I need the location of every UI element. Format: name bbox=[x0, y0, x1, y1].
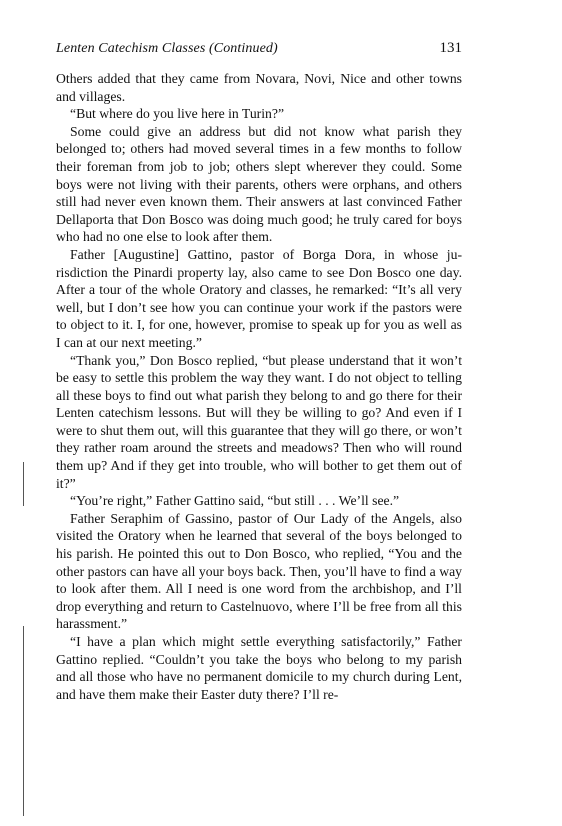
paragraph: “You’re right,” Father Gattino said, “but still . . . We’ll see.” bbox=[70, 493, 400, 509]
paragraph: Father Seraphim of Gassino, pastor of Our Lady of the Angels, also visited the Oratory when he learned that several of the boys belonged to his parish. He pointed this out to Don Bosco, who replied, “You and the other pastors can have all your boys back. Then, you’ll have to find a way to look after them. All I need is one word from the archbishop, and I’ll drop everything and return to Castelnuovo, where I’ll be free from all this harassment.” bbox=[56, 510, 462, 632]
paragraph: Father [Augustine] Gattino, pastor of Borga Dora, in whose jurisdiction the Pinardi property lay, also came to see Don Bosco one day. After a tour of the whole Oratory and classes, he remarked: “It’s all very well, but I don’t see how you can continue your work if the pastors were to object to it. I, for one, however, promise to speak up for you as well as I can at our next meeting.” bbox=[56, 246, 462, 350]
page-number: 131 bbox=[439, 40, 462, 56]
book-page bbox=[56, 40, 462, 703]
paragraph: “But where do you live here in Turin?” bbox=[70, 106, 285, 122]
paragraph: Some could give an address but did not know what parish they belonged to; others had moved several times in a few months to follow their foreman from job to job; others slept wherever they could. Some boys were not living with their parents, others were orphans, and others still had never even known them. Their answers at last convinced Father Dellaporta that Don Bosco was doing much good; he truly cared for boys who had no one else to look after them. bbox=[56, 123, 462, 245]
body-text bbox=[56, 70, 462, 703]
paragraph: “Thank you,” Don Bosco replied, “but please understand that it won’t be easy to settle this problem the way they want. I do not object to telling all these boys to find out what parish they belong to and go there for their Lenten catechism lessons. But will they be willing to go? And even if I were to shut them out, will this guarantee that they will go there, or won’t they rather roam around the streets and meadows? Then who will round them up? And if they get into trouble, who will bother to get them out of it?” bbox=[56, 352, 462, 491]
paragraph: “I have a plan which might settle everything satisfactorily,” Father Gattino replied. “Couldn’t you take the boys who belong to my parish and all those who have no permanent domicile to my church during Lent, and have them make their Easter duty there? I’ll re- bbox=[56, 634, 462, 702]
margin-line bbox=[23, 462, 24, 506]
running-title: Lenten Catechism Classes (Continued) bbox=[56, 41, 278, 56]
margin-line bbox=[23, 626, 24, 816]
paragraph: Others added that they came from Novara, Novi, Nice and other towns and villages. bbox=[56, 71, 462, 104]
running-header bbox=[56, 40, 462, 70]
